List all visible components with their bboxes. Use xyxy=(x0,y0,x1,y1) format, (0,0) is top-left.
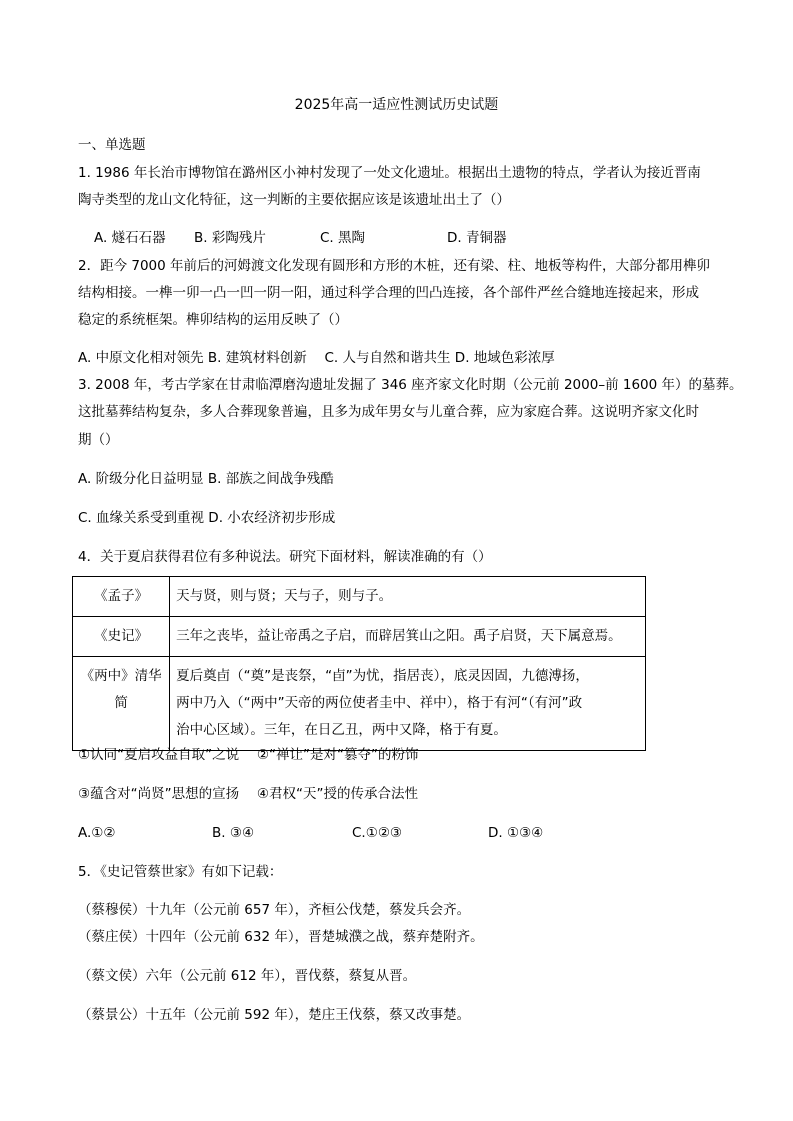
q2-stem-line-1: 2．距今 7000 年前后的河姆渡文化发现有圆形和方形的木桩，还有梁、柱、地板等构件，大部分都用榫卯 xyxy=(78,258,711,274)
q4-statements-line-1: ①认同“夏启攻益自取”之说 ②“禅让”是对“篡夺”的粉饰 xyxy=(78,747,419,763)
q3-stem-line-1: 3. 2008 年，考古学家在甘肃临潭磨沟遗址发掘了 346 座齐家文化时期（公元前 2000–前 1600 年）的墓葬。 xyxy=(78,377,743,393)
table-row xyxy=(73,577,646,617)
q4-source-table xyxy=(72,576,646,751)
q2-stem-line-3: 稳定的系统框架。榫卯结构的运用反映了（） xyxy=(78,312,348,328)
q4-option-d: D. ①③④ xyxy=(488,825,544,841)
table-row xyxy=(73,657,646,751)
q4-option-b: B. ③④ xyxy=(212,825,255,841)
q4-option-c: C.①②③ xyxy=(352,825,403,841)
page-title: 2025年高一适应性测试历史试题 xyxy=(294,97,499,113)
q5-record: （蔡文侯）六年（公元前 612 年），晋伐蔡，蔡复从晋。 xyxy=(78,968,417,984)
q1-option-a: A. 燧石石器 xyxy=(94,230,166,246)
source-name: 《两中》清华简 xyxy=(73,657,170,751)
table-row xyxy=(73,617,646,657)
q3-options-line-2: C. 血缘关系受到重视 D. 小农经济初步形成 xyxy=(78,510,336,526)
q3-options-line-1: A. 阶级分化日益明显 B. 部族之间战争残酷 xyxy=(78,471,334,487)
source-text xyxy=(170,577,646,617)
source-text-line: 两中乃入（“两中”天帝的两位使者圭中、祥中），格于有河“（有河”政 xyxy=(176,695,583,711)
q3-stem-line-2: 这批墓葬结构复杂，多人合葬现象普遍，且多为成年男女与儿童合葬，应为家庭合葬。这说明齐家文化时 xyxy=(78,404,699,420)
source-text-line: 夏后奠卣（“奠”是丧祭，“卣”为忧，指居丧），底灵因固，九德溥扬， xyxy=(176,668,589,684)
q1-option-d: D. 青铜器 xyxy=(447,230,507,246)
q5-record: （蔡景公）十五年（公元前 592 年），楚庄王伐蔡，蔡又改事楚。 xyxy=(78,1007,471,1023)
q1-option-c: C. 黑陶 xyxy=(320,230,366,246)
q4-statements-line-2: ③蕴含对“尚贤”思想的宣扬 ④君权“天”授的传承合法性 xyxy=(78,786,418,802)
q1-stem-line-1: 1. 1986 年长治市博物馆在潞州区小神村发现了一处文化遗址。根据出土遗物的特点，学者认为接近晋南 xyxy=(78,165,701,181)
q2-options: A. 中原文化相对领先 B. 建筑材料创新 C. 人与自然和谐共生 D. 地域色彩浓厚 xyxy=(78,350,555,366)
source-text xyxy=(170,657,646,751)
q2-stem-line-2: 结构相接。一榫一卯一凸一凹一阴一阳，通过科学合理的凹凸连接，各个部件严丝合缝地连接起来，形成 xyxy=(78,285,699,301)
q5-record: （蔡庄侯）十四年（公元前 632 年），晋楚城濮之战，蔡弃楚附齐。 xyxy=(78,929,484,945)
q5-record: （蔡穆侯）十九年（公元前 657 年），齐桓公伐楚，蔡发兵会齐。 xyxy=(78,902,471,918)
q4-stem: 4．关于夏启获得君位有多种说法。研究下面材料，解读准确的有（） xyxy=(78,549,492,565)
q1-stem-line-2: 陶寺类型的龙山文化特征，这一判断的主要依据应该是该遗址出土了（） xyxy=(78,192,510,208)
q3-stem-line-3: 期（） xyxy=(78,432,119,448)
q4-option-a: A.①② xyxy=(78,825,116,841)
source-name: 《孟子》 xyxy=(73,577,170,617)
q1-option-b: B. 彩陶残片 xyxy=(194,230,266,246)
q5-stem: 5．《史记管蔡世家》有如下记载： xyxy=(78,864,283,880)
source-text-line: 天与贤，则与贤；天与子，则与子。 xyxy=(176,588,393,604)
source-text-line: 三年之丧毕，益让帝禹之子启，而辟居箕山之阳。禹子启贤，天下属意焉。 xyxy=(176,628,622,644)
source-text xyxy=(170,617,646,657)
source-name: 《史记》 xyxy=(73,617,170,657)
section-heading: 一、单选题 xyxy=(78,137,146,153)
source-text-line: 治中心区域）。三年，在日乙丑，两中又降，格于有夏。 xyxy=(176,722,507,738)
